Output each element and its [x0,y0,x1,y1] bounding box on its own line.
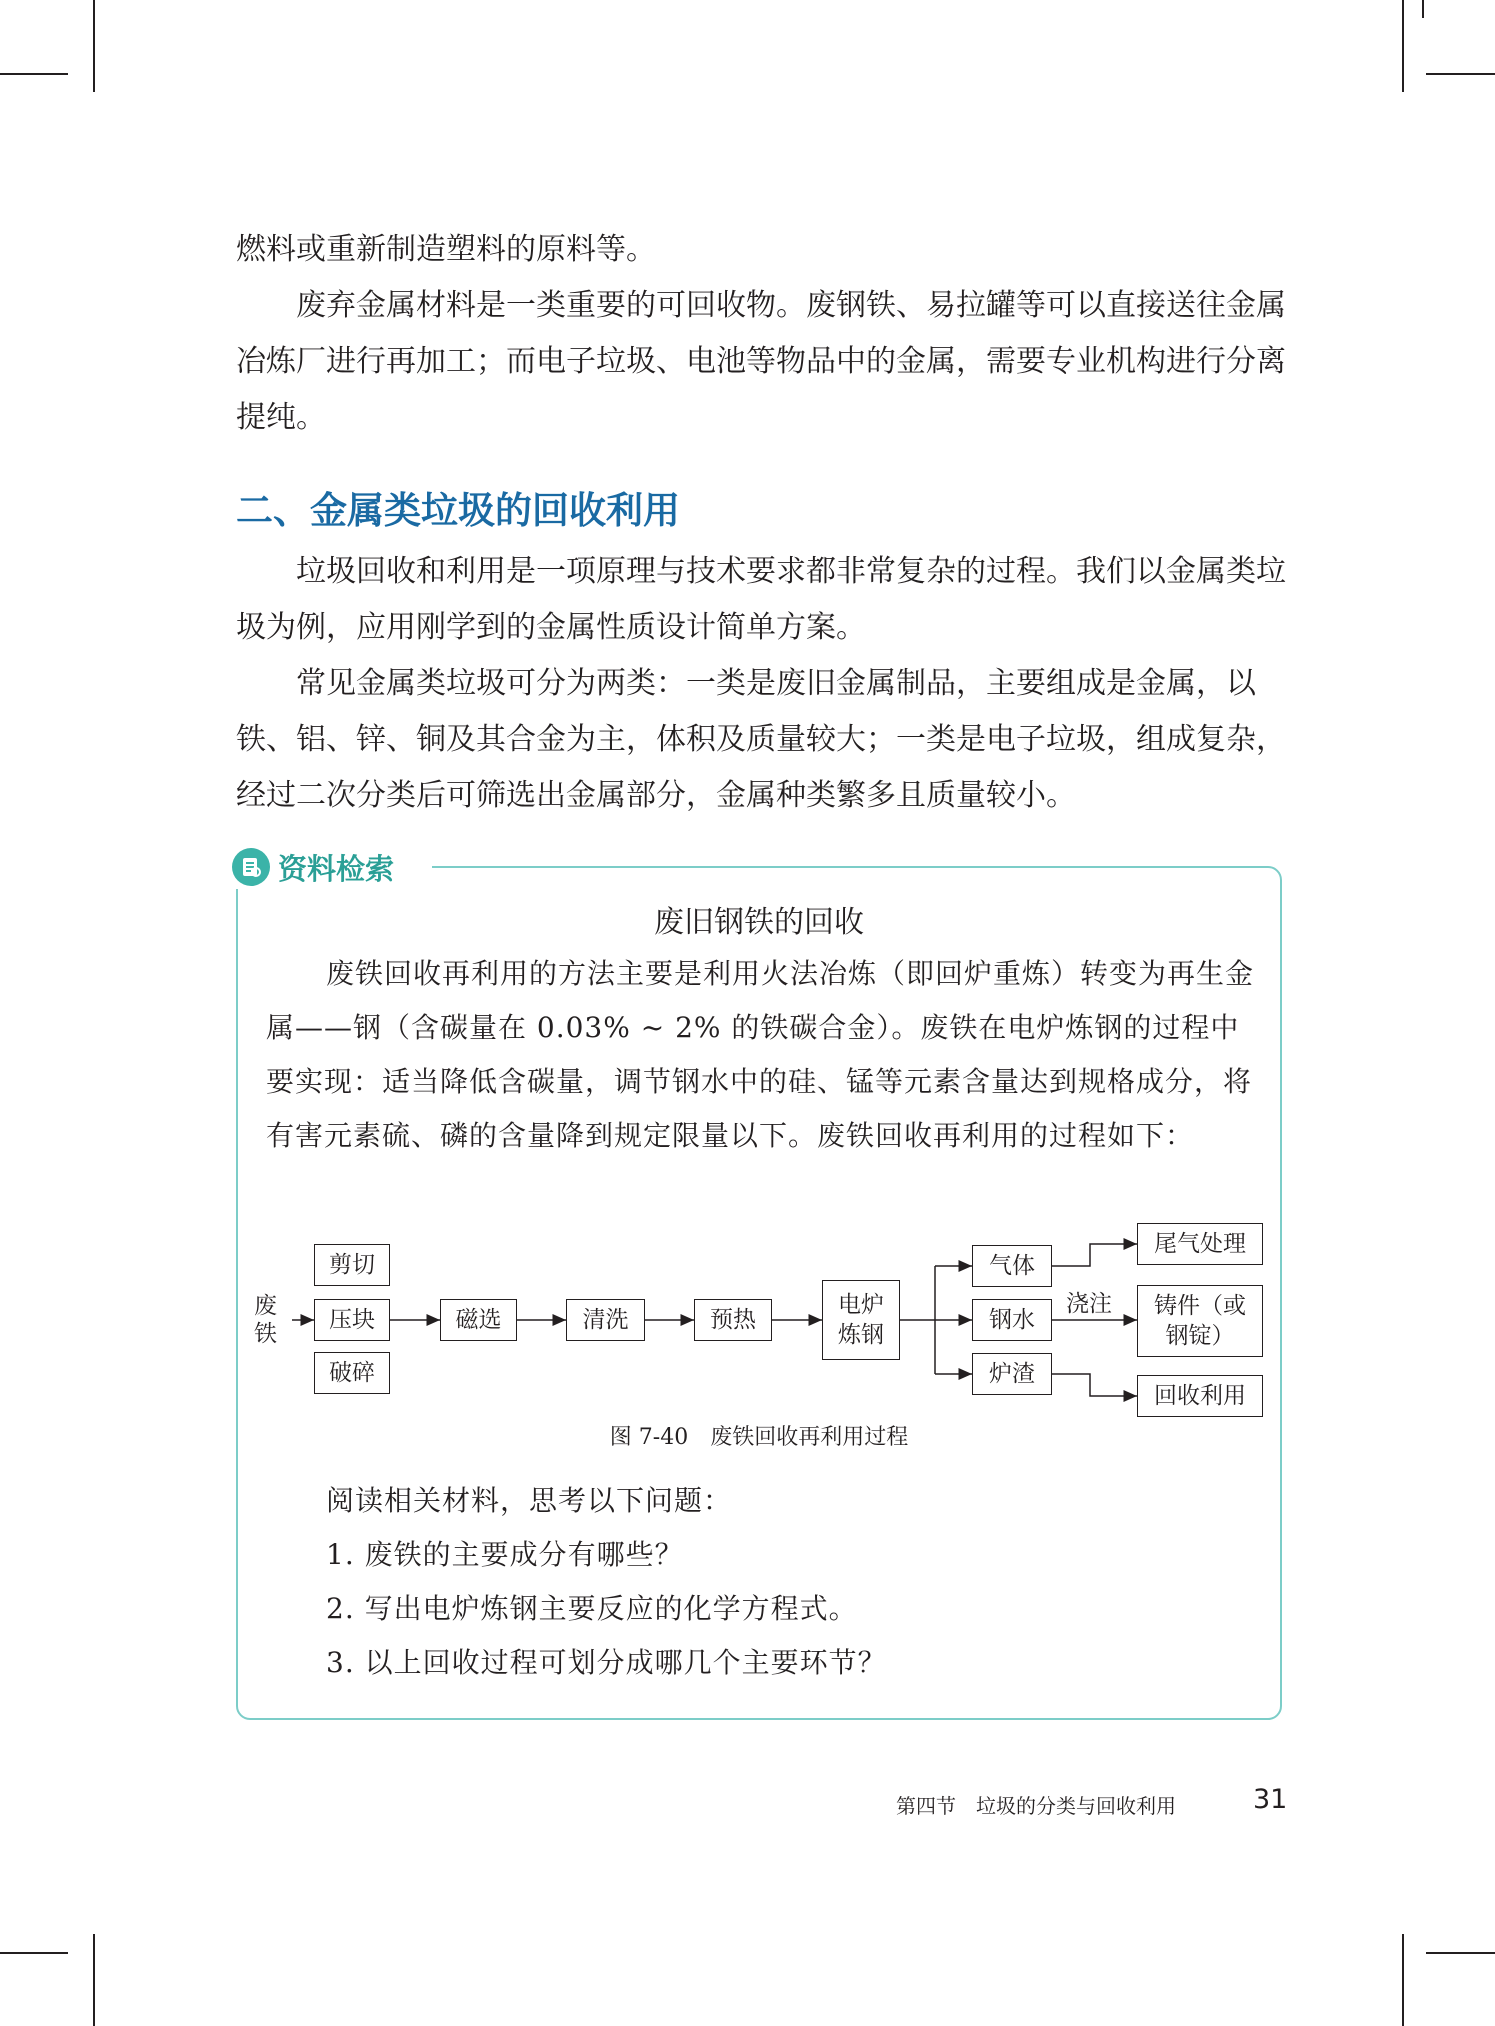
flow-box-recycle: 回收利用 [1137,1375,1263,1417]
flow-box-preheat: 预热 [694,1299,772,1341]
paragraph-2: 废弃金属材料是一类重要的可回收物。废钢铁、易拉罐等可以直接送往金属冶炼厂进行再加工；而电子垃圾、电池等物品中的金属，需要专业机构进行分离提纯。 [236,288,1286,435]
question-prompt: 阅读相关材料，思考以下问题： [326,1484,733,1517]
info-box-title: 废旧钢铁的回收 [654,905,864,940]
flow-box-furnace: 电炉炼钢 [822,1280,900,1360]
page-number: 31 [1253,1784,1288,1815]
flow-box-wash: 清洗 [566,1299,645,1341]
figure-caption: 图 7-40 废铁回收再利用过程 [609,1425,909,1450]
question-1: 1. 废铁的主要成分有哪些？ [326,1538,684,1571]
footer-section: 第四节 垃圾的分类与回收利用 [896,1794,1176,1818]
flow-input-label: 废铁 [254,1293,277,1347]
paragraph-3: 垃圾回收和利用是一项原理与技术要求都非常复杂的过程。我们以金属类垃圾为例，应用刚学到的金属性质设计简单方案。 [236,554,1286,645]
flow-box-gas: 气体 [972,1245,1052,1287]
section-heading: 二、金属类垃圾的回收利用 [236,489,680,532]
flow-box-press: 压块 [314,1299,390,1341]
paragraph-4: 常见金属类垃圾可分为两类：一类是废旧金属制品，主要组成是金属，以铁、铝、锌、铜及其合金为主，体积及质量较大；一类是电子垃圾，组成复杂，经过二次分类后可筛选出金属部分，金属种类繁多且质量较小。 [236,666,1286,813]
info-box-paragraph: 废铁回收再利用的方法主要是利用火法冶炼（即回炉重炼）转变为再生金属——钢（含碳量在 0.03% ~ 2% 的铁碳合金）。废铁在电炉炼钢的过程中要实现：适当降低含碳量，调节钢水中的硅、锰等元素含量达到规格成分，将有害元素硫、磷的含量降到规定限量以下。废铁回收再利用的过程如下： [266,957,1255,1152]
flow-box-crush: 破碎 [314,1352,390,1394]
flow-box-molten-steel: 钢水 [972,1299,1052,1341]
flow-pour-label: 浇注 [1066,1291,1112,1317]
flow-box-casting: 铸件（或钢锭） [1137,1285,1263,1357]
question-3: 3. 以上回收过程可划分成哪几个主要环节？ [326,1646,887,1679]
info-box-tag-label: 资料检索 [278,851,395,886]
flow-box-exhaust: 尾气处理 [1137,1223,1263,1265]
flow-box-cut: 剪切 [314,1244,390,1286]
question-2: 2. 写出电炉炼钢主要反应的化学方程式。 [326,1592,858,1625]
flow-box-magnetic: 磁选 [440,1299,517,1341]
flow-box-slag: 炉渣 [972,1353,1052,1395]
paragraph-1: 燃料或重新制造塑料的原料等。 [236,232,656,267]
